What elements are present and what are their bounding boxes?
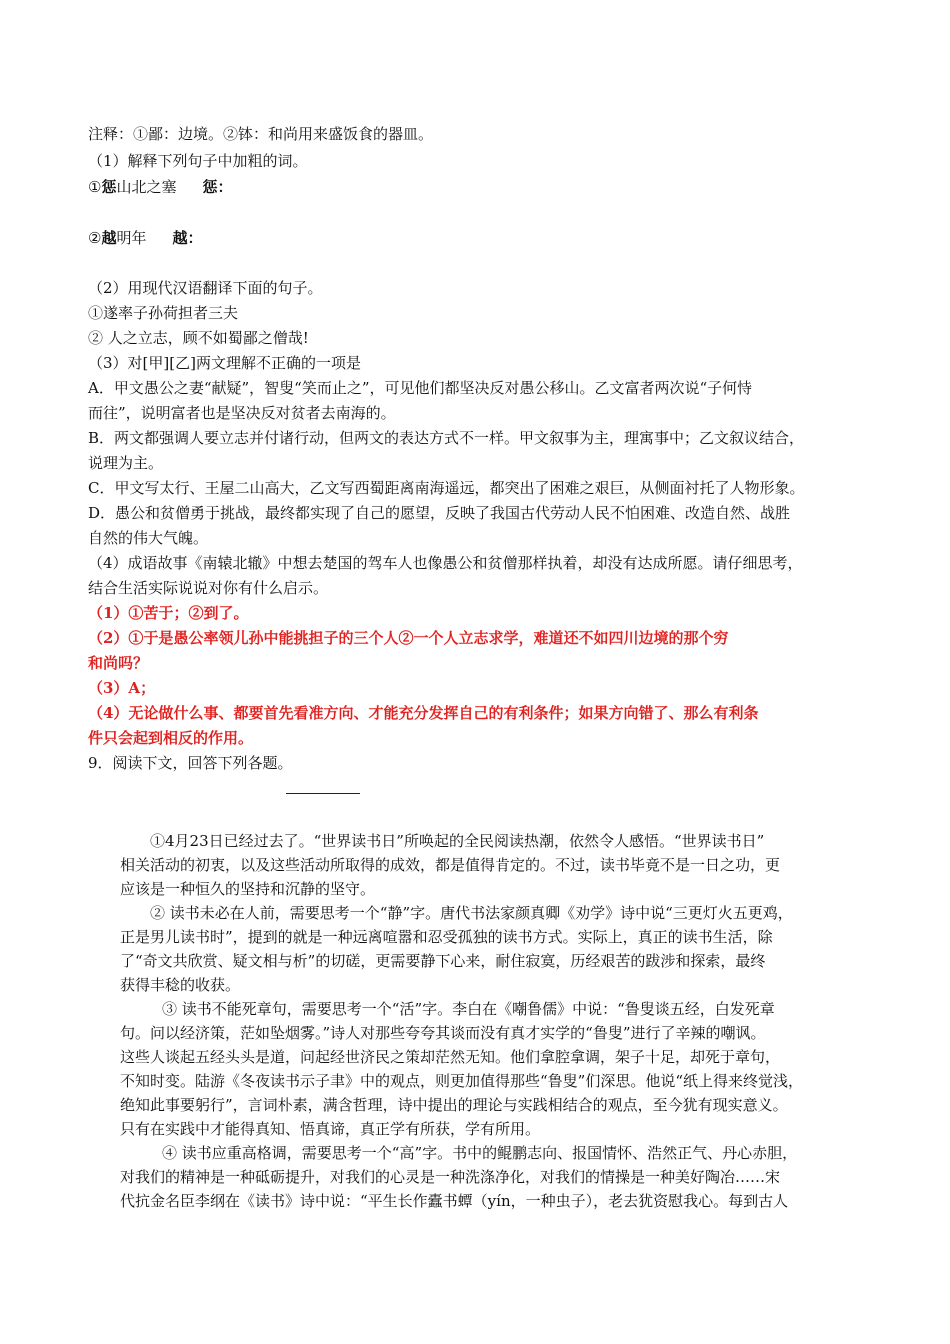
paragraph-4-line-1: ④ 读书应重高格调，需要思考一个“高”字。书中的鲲鹏志向、报国情怀、浩然正气、丹心赤胆， [162,1144,798,1162]
paragraph-1-line-3: 应该是一种恒久的坚持和沉静的坚守。 [120,880,376,898]
question-1-prompt: （1）解释下列句子中加粗的词。 [88,152,308,170]
answer-4-line-1: （4）无论做什么事、都要首先看准方向、才能充分发挥自己的有利条件；如果方向错了、那么有利条 [88,704,759,722]
annotation-note: 注释：①鄙：边境。②钵：和尚用来盛饭食的器皿。 [88,125,434,143]
question-2-prompt: （2）用现代汉语翻译下面的句子。 [88,279,323,297]
item-1-number: ① [88,178,102,196]
answer-2-line-1: （2）①于是愚公率领儿孙中能挑担子的三个人②一个人立志求学，难道还不如四川边境的那个穷 [88,629,729,647]
option-d-line-1: D．愚公和贫僧勇于挑战，最终都实现了自己的愿望，反映了我国古代劳动人民不怕困难、改造自然、战胜 [88,504,791,522]
question-3-prompt: （3）对[甲][乙]两文理解不正确的一项是 [88,354,361,372]
option-a-line-1: A．甲文愚公之妻“献疑”，智叟“笑而止之”，可见他们都坚决反对愚公移山。乙文富者两次说“子何恃 [88,379,753,397]
paragraph-2-line-4: 获得丰稔的收获。 [120,976,241,994]
paragraph-3-line-4: 不知时变。陆游《冬夜读书示子聿》中的观点，则更加值得那些“鲁叟”们深思。他说“纸上得来终觉浅， [120,1072,804,1090]
answer-1: （1）①苦于；②到了。 [88,604,249,622]
option-a-line-2: 而往”，说明富者也是坚决反对贫者去南海的。 [88,404,396,422]
paragraph-2-line-3: 了“奇文共欣赏、疑文相与析”的切磋，更需要静下心来，耐住寂寞，历经艰苦的跋涉和探索，最终 [120,952,766,970]
option-d-line-2: 自然的伟大气魄。 [88,529,209,547]
paragraph-3-line-2: 句。问以经济策，茫如坠烟雾。”诗人对那些夸夸其谈而没有真才实学的“鲁叟”进行了辛辣的嘲讽。 [120,1024,766,1042]
question-1-item-1 [88,177,233,197]
paragraph-2-line-2: 正是男儿读书时”，提到的就是一种远离喧嚣和忍受孤独的读书方式。实际上，真正的读书生活，除 [120,928,773,946]
item-2-phrase: 明年 [116,229,147,247]
question-1-item-2 [88,228,203,248]
option-b-line-1: B．两文都强调人要立志并付诸行动，但两文的表达方式不一样。甲文叙事为主，理寓事中；乙文叙议结合， [88,429,805,447]
question-2-sentence-2: ② 人之立志，顾不如蜀鄙之僧哉! [88,329,309,347]
question-2-sentence-1: ①遂率子孙荷担者三夫 [88,304,239,322]
question-4-line-2: 结合生活实际说说对你有什么启示。 [88,579,329,597]
question-4-line-1: （4）成语故事《南辕北辙》中想去楚国的驾车人也像愚公和贫僧那样执着，却没有达成所愿。请仔细思考， [88,554,803,572]
paragraph-3-line-6: 只有在实践中才能得真知、悟真谛，真正学有所获，学有所用。 [120,1120,541,1138]
item-2-answer-label: 越： [172,229,203,247]
paragraph-4-line-2: 对我们的精神是一种砥砺提升，对我们的心灵是一种洗涤净化，对我们的情操是一种美好陶冶……宋 [120,1168,781,1186]
item-2-number: ② [88,229,102,247]
option-b-line-2: 说理为主。 [88,454,164,472]
item-1-answer-label: 惩： [202,178,233,196]
option-c-line-1: C．甲文写太行、王屋二山高大，乙文写西蜀距离南海遥远，都突出了困难之艰巨，从侧面衬托了人物形象。 [88,479,805,497]
paragraph-4-line-3: 代抗金名臣李纲在《读书》诗中说：“平生长作蠹书蟫（yín，一种虫子），老去犹资慰我心。每到古人 [120,1192,789,1210]
item-2-bold-word: 越 [101,229,117,247]
paragraph-2-line-1: ② 读书未必在人前，需要思考一个“静”字。唐代书法家颜真卿《劝学》诗中说“三更灯火五更鸡， [150,904,793,922]
answer-2-line-2: 和尚吗？ [88,654,149,672]
paragraph-1-line-1: ①4月23日已经过去了。“世界读书日”所唤起的全民阅读热潮，依然令人感悟。“世界读书日” [150,832,765,850]
answer-4-line-2: 件只会起到相反的作用。 [88,729,254,747]
answer-3: （3）A； [88,679,156,697]
item-1-bold-word: 惩 [101,178,117,196]
question-9-prompt: 9．阅读下文，回答下列各题。 [88,754,293,772]
paragraph-1-line-2: 相关活动的初衷，以及这些活动所取得的成效，都是值得肯定的。不过，读书毕竟不是一日之功，更 [120,856,781,874]
paragraph-3-line-5: 绝知此事要躬行”，言词朴素，满含哲理，诗中提出的理论与实践相结合的观点，至今犹有现实意义。 [120,1096,788,1114]
title-divider [286,793,360,794]
item-1-phrase: 山北之塞 [116,178,177,196]
paragraph-3-line-1: ③ 读书不能死章句，需要思考一个“活”字。李白在《嘲鲁儒》中说：“鲁叟谈五经，白发死章 [162,1000,775,1018]
paragraph-3-line-3: 这些人谈起五经头头是道，问起经世济民之策却茫然无知。他们拿腔拿调，架子十足，却死于章句， [120,1048,781,1066]
